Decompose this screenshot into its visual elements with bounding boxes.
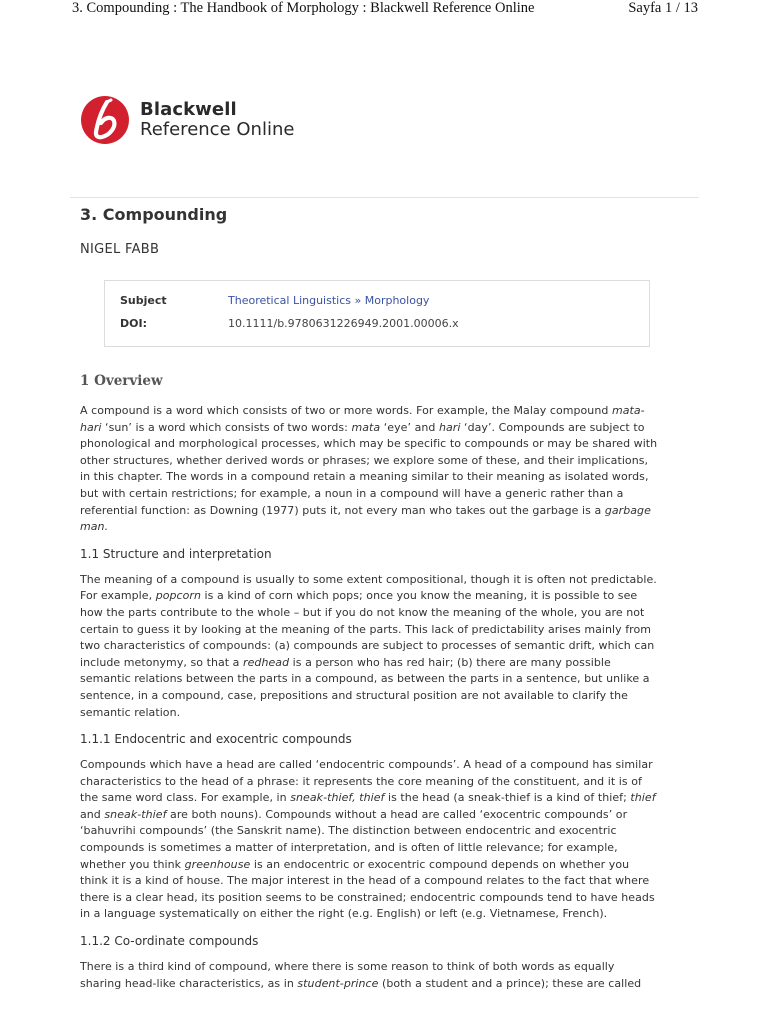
section-heading-overview: 1 Overview bbox=[80, 373, 163, 389]
print-header bbox=[0, 0, 768, 20]
chapter-title: 3. Compounding bbox=[80, 205, 228, 224]
subject-value bbox=[228, 289, 429, 312]
blackwell-logo[interactable] bbox=[80, 94, 294, 146]
header-divider bbox=[70, 197, 699, 198]
structure-interpretation-paragraph: The meaning of a compound is usually to some extent compositional, though it is often not predictable. For example, popcorn is a kind of corn which pops; once you know the meaning, it is possible to see how the parts contribute to the whole – but if you do not know the meaning of the whole, you are not certain to guess it by looking at the meaning of the parts. This lack of predictability arises mainly from two characteristics of compounds: (a) compounds are subject to processes of semantic drift, which can include metonymy, so that a redhead is a person who has red hair; (b) there are many possible semantic relations between the parts in a compound, as between the parts in a sentence, but unlike a sentence, in a compound, case, prepositions and structural position are not available to clarify the semantic relation. bbox=[80, 572, 657, 719]
metadata-box bbox=[104, 280, 650, 347]
overview-paragraph: A compound is a word which consists of two or more words. For example, the Malay compound mata-hari ‘sun’ is a word which consists of two words: mata ‘eye’ and hari ‘day’. Compounds are subject to phonological and morphological processes, which may be specific to compounds or may be shared with other structures, whether derived words or phrases; we explore some of these, and their implications, in this chapter. The words in a compound retain a meaning similar to their meaning as isolated words, but with certain restrictions; for example, a noun in a compound will have a generic rather than a referential function: as Downing (1977) puts it, not every man who takes out the garbage is a garbage man. bbox=[80, 404, 658, 534]
subject-separator: » bbox=[351, 294, 365, 307]
blackwell-b-logo-icon bbox=[80, 95, 130, 145]
subject-link-morphology[interactable]: Morphology bbox=[364, 294, 430, 307]
doi-row bbox=[120, 312, 649, 335]
doi-label: DOI: bbox=[120, 317, 147, 330]
print-header-page-number: Sayfa 1 / 13 bbox=[628, 0, 698, 16]
section-heading-endocentric-exocentric: 1.1.1 Endocentric and exocentric compounds bbox=[80, 732, 352, 747]
logo-wordmark bbox=[140, 100, 294, 140]
logo-line-1: Blackwell bbox=[140, 98, 237, 120]
coordinate-compounds-paragraph: There is a third kind of compound, where there is some reason to think of both words as equally sharing head-like characteristics, as in student-prince (both a student and a prince); these are called bbox=[80, 960, 642, 990]
endocentric-exocentric-paragraph: Compounds which have a head are called ‘endocentric compounds’. A head of a compound has similar characteristics to the head of a phrase: it represents the core meaning of the constituent, and it is of the same word class. For example, in sneak-thief, thief is the head (a sneak-thief is a kind of thief; thief and sneak-thief are both nouns). Compounds without a head are called ‘exocentric compounds’ or ‘bahuvrihi compounds’ (the Sanskrit name). The distinction between endocentric and exocentric compounds is sometimes a matter of interpretation, and is often of little relevance; for example, whether you think greenhouse is an endocentric or exocentric compound depends on whether you think it is a kind of house. The major interest in the head of a compound relates to the fact that where there is a clear head, its position seems to be constrained; endocentric compounds tend to have heads in a language systematically on either the right (e.g. English) or left (e.g. Vietnamese, French). bbox=[80, 758, 656, 921]
subject-link-theoretical-linguistics[interactable]: Theoretical Linguistics bbox=[228, 294, 351, 307]
logo-line-2: Reference Online bbox=[140, 119, 295, 140]
section-heading-coordinate-compounds: 1.1.2 Co-ordinate compounds bbox=[80, 934, 259, 949]
subject-row bbox=[120, 289, 649, 312]
section-heading-structure-interpretation: 1.1 Structure and interpretation bbox=[80, 546, 272, 561]
subject-label: Subject bbox=[120, 294, 167, 307]
print-header-title: 3. Compounding : The Handbook of Morphology : Blackwell Reference Online bbox=[72, 0, 535, 16]
doi-value[interactable]: 10.1111/b.9780631226949.2001.00006.x bbox=[228, 317, 459, 330]
article-body bbox=[80, 200, 658, 992]
author-name: NIGEL FABB bbox=[80, 242, 160, 257]
